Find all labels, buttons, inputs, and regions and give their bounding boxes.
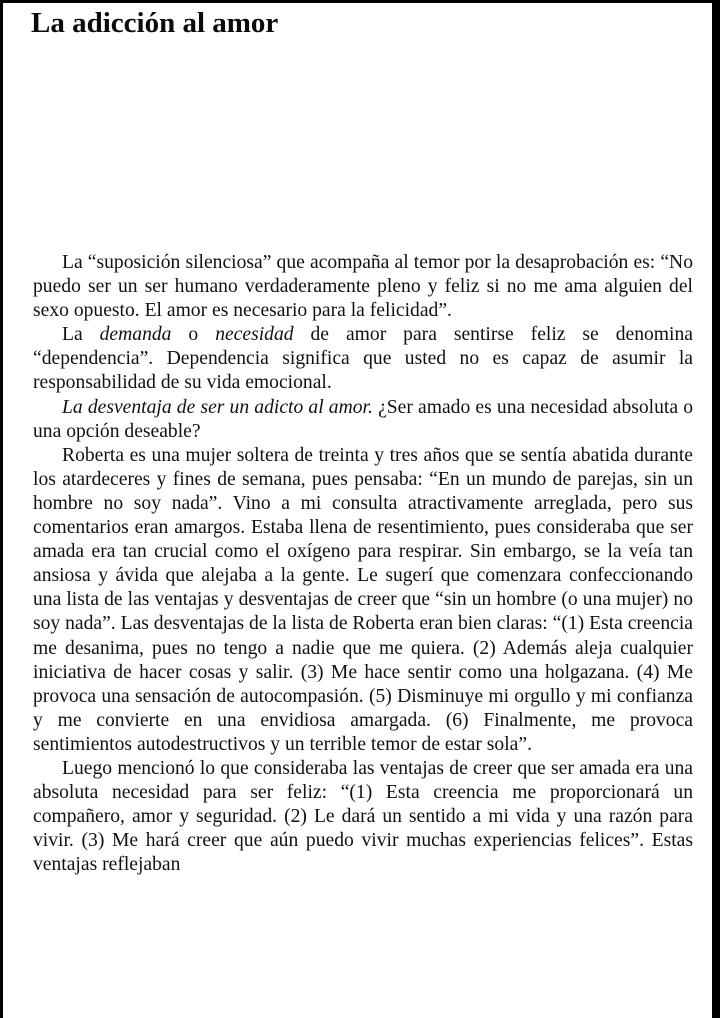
- scan-edge-left: [0, 0, 3, 1018]
- text-run: La “suposición silenciosa” que acompaña al temor por la desaprobación es: “No puedo ser un ser humano verdaderamente pleno y feliz si no me ama alguien del sexo opuesto. El amor es necesario para la felicidad”.: [33, 252, 693, 322]
- text-run: Roberta es una mujer soltera de treinta y tres años que se sentía abatida durante los atardeceres y fines de semana, pues pensaba: “En un mundo de parejas, sin un hombre no soy nada”. Vino a mi consulta atractivamente arreglada, pero sus comentarios eran amargos. Estaba llena de resentimiento, pues consideraba que ser amada era tan crucial como el oxígeno para respirar. Sin embargo, se la veía tan ansiosa y ávida que alejaba a la gente. Le sugerí que comenzara confeccionando una lista de las ventajas y desventajas de creer que “sin un hombre (o una mujer) no soy nada”. Las desventajas de la lista de Roberta eran bien claras: “(1) Esta creencia me desanima, pues no tengo a nadie que me quiera. (2) Además aleja cualquier iniciativa de hacer cosas y salir. (3) Me hace sentir como una holgazana. (4) Me provoca una sensación de autocompasión. (5) Disminuye mi orgullo y mi confianza y me convierte en una envidiosa amargada. (6) Finalmente, me provoca sentimientos autodestructivos y un terrible temor de estar sola”.: [33, 444, 693, 755]
- paragraph: [33, 323, 693, 395]
- text-run: Luego mencionó lo que consideraba las ventajas de creer que ser amada era una absoluta necesidad para ser feliz: “(1) Esta creencia me proporcionará un compañero, amor y seguridad. (2) Le dará un sentido a mi vida y una razón para vivir. (3) Me hará creer que aún puedo vivir muchas experiencias felices”. Estas ventajas reflejaban: [33, 757, 693, 876]
- paragraph: [33, 251, 693, 323]
- chapter-title: La adicción al amor: [31, 7, 279, 39]
- paragraph: [33, 444, 693, 757]
- text-run: ¿Ser amado es una necesidad absoluta o una opción deseable?: [33, 396, 693, 442]
- scan-edge-right: [712, 0, 720, 1018]
- scan-edge-top: [0, 0, 720, 3]
- body-text: [33, 251, 693, 877]
- italic-text: necesidad: [215, 324, 294, 346]
- text-run: La: [62, 324, 100, 346]
- italic-text: demanda: [99, 324, 172, 346]
- text-run: o: [171, 324, 216, 346]
- italic-text: La desventaja de ser un adicto al amor.: [62, 396, 373, 418]
- paragraph: [33, 396, 693, 444]
- paragraph: [33, 757, 693, 877]
- text-run: de amor para sentirse feliz se denomina “dependencia”. Dependencia significa que usted no es capaz de asumir la responsabilidad de su vida emocional.: [33, 324, 693, 394]
